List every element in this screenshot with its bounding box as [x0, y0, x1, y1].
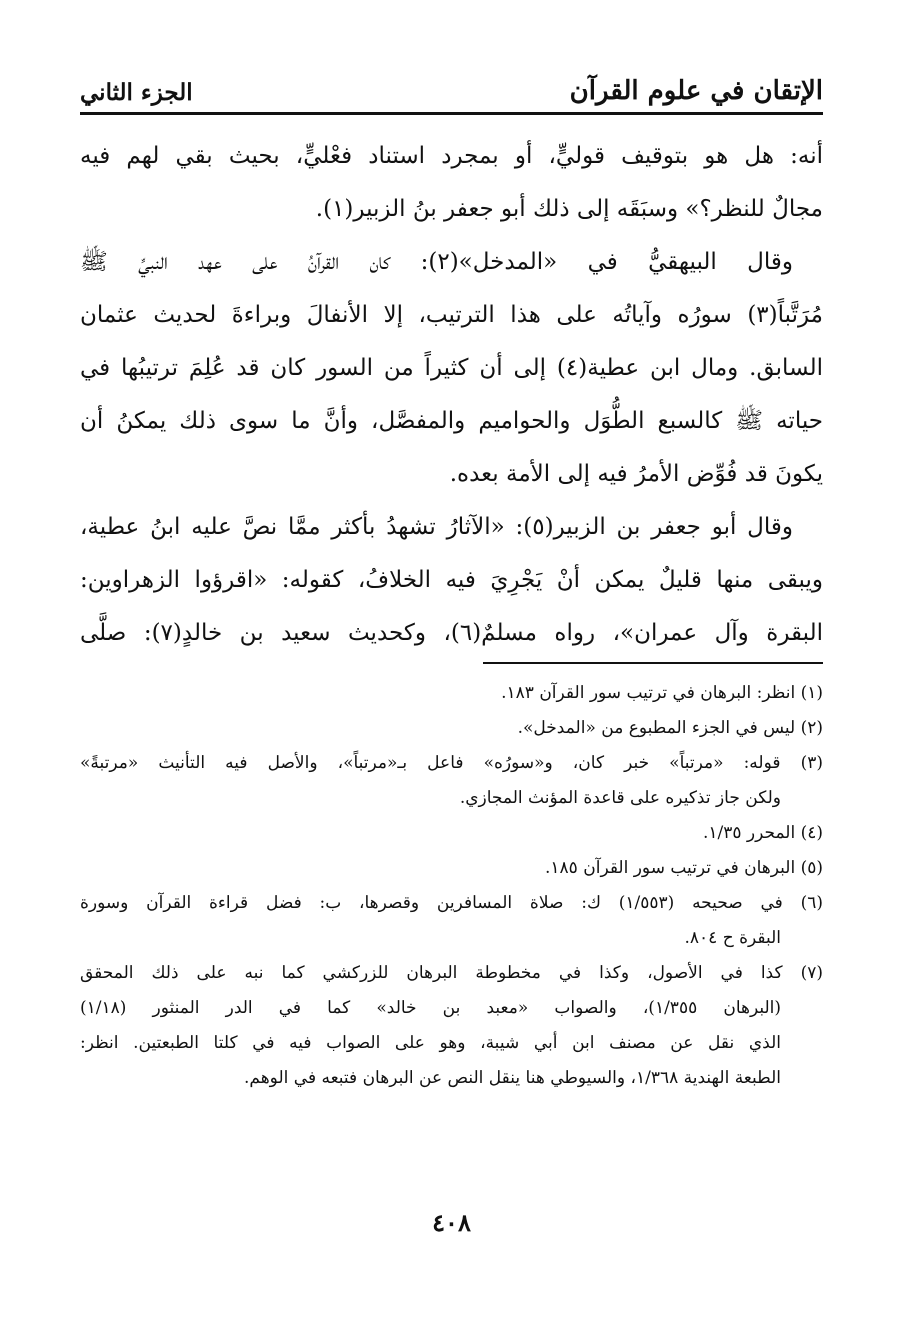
- footnote-line: (٣) قوله: «مرتباً» خبر كان، و«سورُه» فاعل بـ«مرتباً»، والأصل فيه التأنيث «مرتبةً»: [80, 753, 823, 773]
- footnote-line: (٥) البرهان في ترتيب سور القرآن ١٨٥.: [545, 858, 823, 878]
- footnote-line: الذي نقل عن مصنف ابن أبي شيبة، وهو على الصواب فيه في كلتا الطبعتين. انظر:: [80, 1033, 781, 1053]
- text-line: مجالٌ للنظر؟» وسبَقَه إلى ذلك أبو جعفر بنُ الزبير(١).: [315, 196, 823, 222]
- footnote-line: (البرهان ١/٣٥٥)، والصواب «معبد بن خالد» كما في الدر المنثور (١/١٨): [80, 998, 782, 1018]
- footnote-line: البقرة ح ٨٠٤.: [684, 928, 781, 948]
- main-text: [80, 130, 823, 660]
- text-line: أنه: هل هو بتوقيف قوليٍّ، أو بمجرد استناد فعْليٍّ، بحيث بقي لهم فيه: [80, 143, 823, 169]
- book-title: الإتقان في علوم القرآن: [569, 76, 823, 106]
- text-line: مُرَتَّباً(٣) سورُه وآياتُه على هذا الترتيب، إلا الأنفالَ وبراءةَ لحديث عثمان: [80, 302, 823, 328]
- footnote-line: (٢) ليس في الجزء المطبوع من «المدخل».: [517, 718, 823, 738]
- text-line: حياته ﷺ كالسبع الطُّوَل والحواميم والمفصَّل، وأنَّ ما سوى ذلك يمكنُ أن: [80, 408, 823, 434]
- text-line: السابق. ومال ابن عطية(٤) إلى أن كثيراً من السور كان قد عُلِمَ ترتيبُها في: [80, 355, 823, 381]
- running-header: [80, 58, 823, 115]
- footnote-separator: [483, 662, 823, 664]
- text-line: وقال البيهقيُّ في «المدخل»(٢): كان القرآنُ على عهد النبيِّ ﷺ: [80, 249, 793, 275]
- text-line: البقرة وآل عمران»، رواه مسلمٌ(٦)، وكحديث سعيد بن خالدٍ(٧): صلَّى: [80, 620, 823, 646]
- footnote-line: (٧) كذا في الأصول، وكذا في مخطوطة البرهان للزركشي كما نبه على ذلك المحقق: [80, 963, 823, 983]
- volume-label: الجزء الثاني: [80, 79, 193, 106]
- text-line: وقال أبو جعفر بن الزبير(٥): «الآثارُ تشهدُ بأكثر ممَّا نصَّ عليه ابنُ عطية،: [80, 514, 793, 540]
- footnote-line: الطبعة الهندية ١/٣٦٨، والسيوطي هنا ينقل النص عن البرهان فتبعه في الوهم.: [244, 1068, 781, 1088]
- text-line: ويبقى منها قليلٌ يمكن أنْ يَجْرِيَ فيه الخلافُ، كقوله: «اقرؤوا الزهراوين:: [80, 567, 823, 593]
- footnotes: [80, 676, 823, 1096]
- footnote-line: (٤) المحرر ١/٣٥.: [702, 823, 823, 843]
- text-line: يكونَ قد فُوِّض الأمرُ فيه إلى الأمة بعده.: [449, 461, 823, 487]
- page-number: ٤٠٨: [432, 1208, 471, 1237]
- footnote-line: (٦) في صحيحه (١/٥٥٣) ك: صلاة المسافرين وقصرها، ب: فضل قراءة القرآن وسورة: [80, 893, 823, 913]
- footnote-line: (١) انظر: البرهان في ترتيب سور القرآن ١٨٣.: [501, 683, 823, 703]
- footnote-line: ولكن جاز تذكيره على قاعدة المؤنث المجازي.: [459, 788, 781, 808]
